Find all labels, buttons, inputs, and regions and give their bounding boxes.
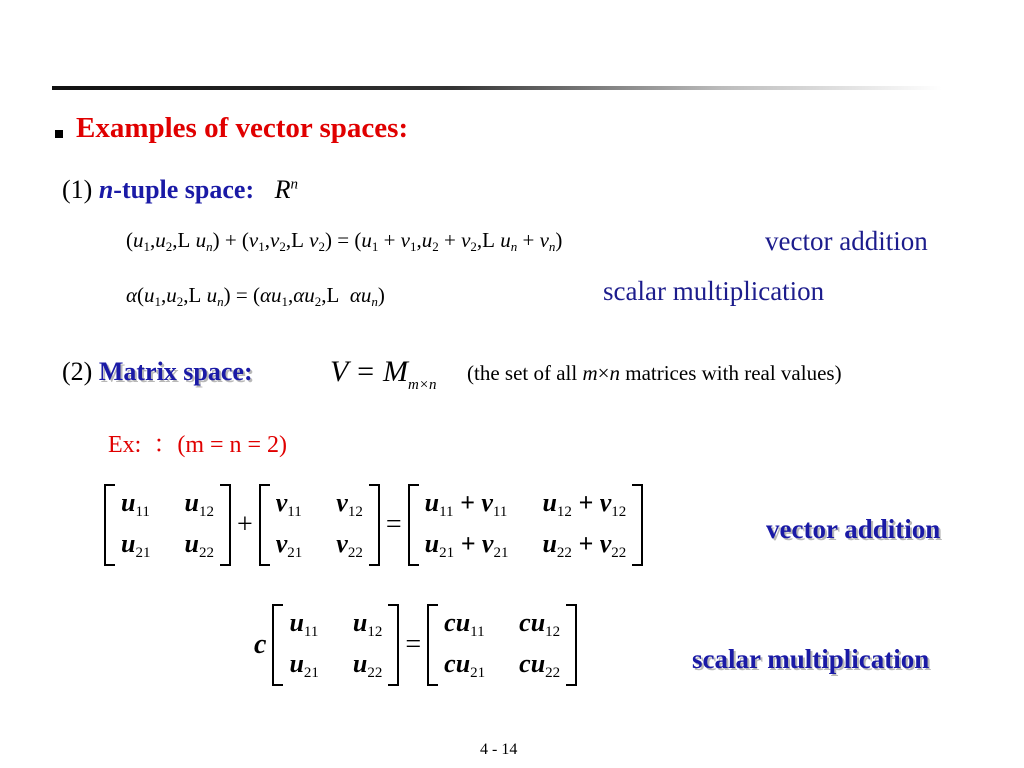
section-1-heading	[62, 175, 298, 205]
bullet-square-icon	[55, 130, 63, 138]
section-1-label: n-tuple space:	[98, 175, 255, 204]
matrix-u-2: $u_{11}$ $u_{12}$ $u_{21}$ $u_{22}$	[272, 604, 399, 686]
matrix-v: $v_{11}$ $v_{12}$ $v_{21}$ $v_{22}$	[259, 484, 380, 566]
matrix-u: $u_{11}$ $u_{12}$ $u_{21}$ $u_{22}$	[104, 484, 231, 566]
section-2-heading	[62, 357, 253, 387]
vector-addition-equation: ($u_1,u_2,L$ $u_n) + (v_1,v_2,L$ $v_2) = (u_1 + v_1,u_2 + v_2,L$ $u_n + v_n$)	[126, 228, 563, 254]
matrix-sum: $u_{11} + v_{11}$ $u_{12} + v_{12}$ $u_{21} + v_{21}$ $u_{22} + v_{22}$	[408, 484, 644, 566]
example-condition: (m = n = 2)	[177, 432, 288, 458]
matrix-addition-label: vector addition	[766, 514, 941, 544]
scalar-multiplication-equation: $\alpha(u_1,u_2,L$ $u_n) = (\alpha u_1,\alpha u_2,L$ $\alpha u_n$)	[126, 283, 385, 309]
matrix-cu: $cu_{11}$ $cu_{12}$ $cu_{21}$ $cu_{22}$	[427, 604, 577, 686]
matrix-space-formula: $V = M_{m\times n}$	[330, 355, 437, 393]
title-rule	[52, 86, 942, 90]
matrix-scalar-equation: c $u_{11}$ $u_{12}$ $u_{21}$ $u_{22}$ = $cu_{11}$ $cu_{12}$ $cu_{21}$ $cu_{22}$	[248, 604, 577, 686]
matrix-addition-equation: $u_{11}$ $u_{12}$ $u_{21}$ $u_{22}$ + $v_{11}$ $v_{12}$ $v_{21}$ $v_{22}$ = $u_{11} + v_{11}$ $u_{12} + v_{12}$ $u_{21} + v_{21}$ $u_{22} + v_{22}$	[104, 484, 643, 566]
section-2-label: Matrix space:	[98, 357, 253, 386]
vector-addition-label: vector addition	[765, 226, 928, 256]
matrix-space-note: (the set of all m×n matrices with real values)	[467, 361, 842, 385]
slide-heading: Examples of vector spaces:	[76, 112, 409, 144]
section-1-symbol: $R^n$	[274, 175, 299, 204]
example-line: Ex: ：(m = n = 2)	[108, 432, 288, 458]
example-label: Ex:	[108, 432, 142, 458]
scalar-multiplication-label: scalar multiplication	[603, 276, 825, 306]
section-1-number: (1)	[62, 175, 99, 204]
section-2-number: (2)	[62, 357, 99, 386]
matrix-scalar-label: scalar multiplication	[692, 644, 930, 674]
page-number: 4 - 14	[480, 741, 518, 758]
